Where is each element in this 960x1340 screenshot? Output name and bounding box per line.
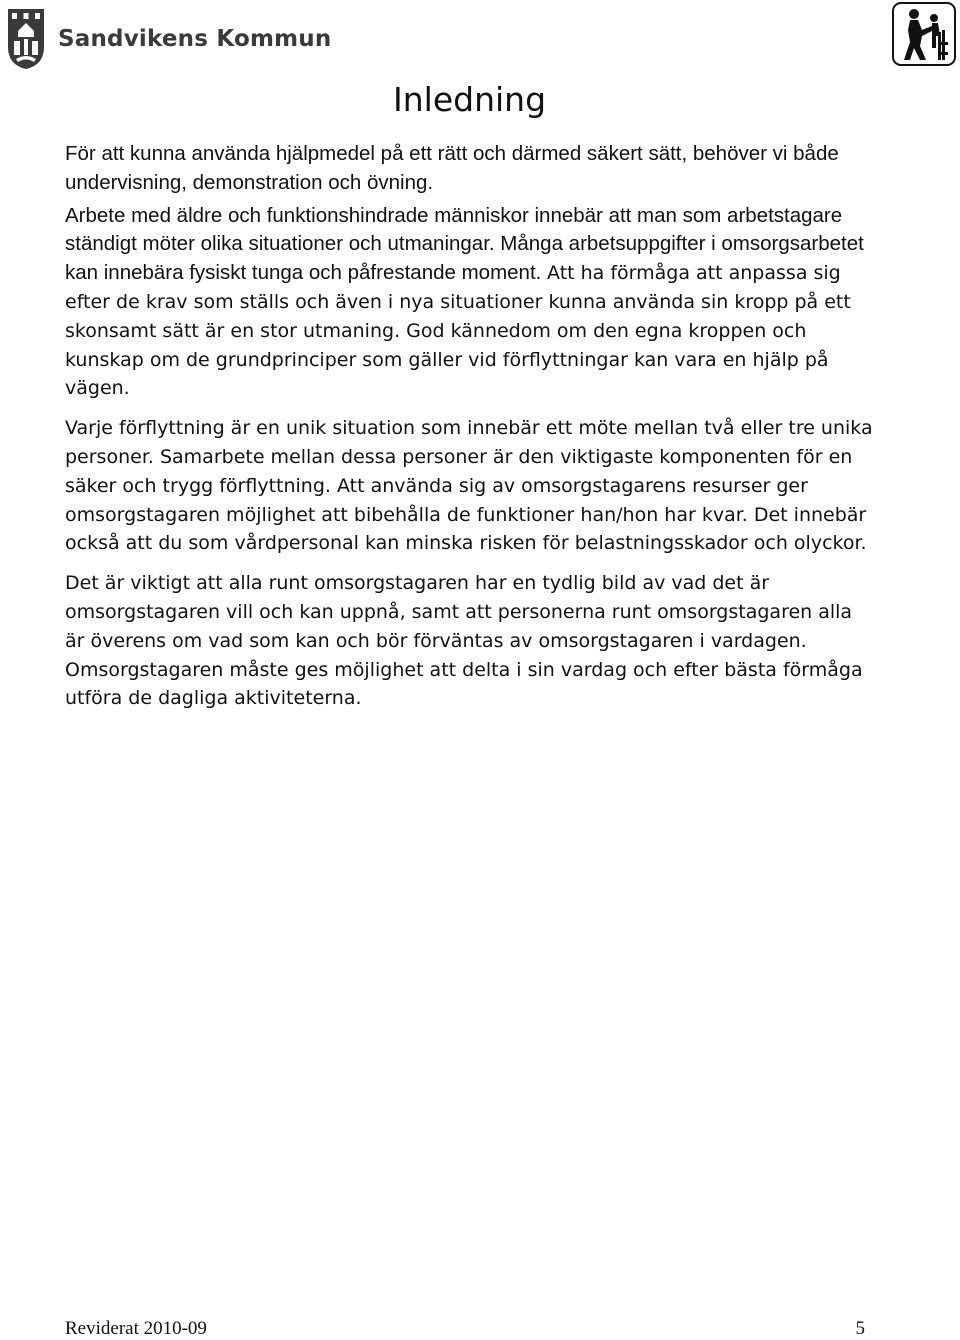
paragraph-goals: Det är viktigt att alla runt omsorgstagaren har en tydlig bild av vad det är omsorgstagaren vill och kan uppnå, samt att personerna runt omsorgstagaren alla är överens om vad som kan och bör förväntas av omsorgstagaren i vardagen. Omsorgstagaren måste ges möjlighet att delta i sin vardag och efter bästa förmåga utföra de dagliga aktiviteterna. bbox=[65, 572, 863, 710]
paragraph-work-part3: Att ha förmåga att anpassa sig efter de krav som ställs och även i nya situationer kunna använda sin kropp på ett skonsamt sätt är en stor utmaning. God kännedom om den egna kroppen och kunskap om de grundprinciper som gäller vid förflyttningar kan vara en hjälp på vägen. bbox=[65, 262, 851, 400]
body-text bbox=[65, 140, 875, 713]
organization-name: Sandvikens Kommun bbox=[58, 26, 332, 52]
header-logo bbox=[6, 4, 332, 74]
page-title: Inledning bbox=[393, 80, 547, 119]
paragraph-work-part2: Många arbetsuppgifter i omsorgsarbetet kan innebära fysiskt tunga och påfrestande moment. bbox=[65, 232, 864, 285]
coat-of-arms-icon bbox=[6, 7, 46, 71]
page-number: 5 bbox=[855, 1318, 865, 1339]
revision-date: Reviderat 2010-09 bbox=[65, 1318, 207, 1339]
paragraph-work-part1: Arbete med äldre och funktionshindrade människor innebär att man som arbetstagare ständigt möter olika situationer och utmaningar. bbox=[65, 203, 843, 256]
paragraph-transfer: Varje förflyttning är en unik situation som innebär ett möte mellan två eller tre unika personer. Samarbete mellan dessa personer är den viktigaste komponenten för en säker och trygg förflyttning. Att använda sig av omsorgstagarens resurser ger omsorgstagaren möjlighet att bibehålla de funktioner han/hon har kvar. Det innebär också att du som vårdpersonal kan minska risken för belastningsskador och olyckor. bbox=[65, 417, 873, 555]
page-footer bbox=[65, 1318, 865, 1340]
paragraph-work bbox=[65, 202, 875, 404]
caregiver-assisting-person-icon bbox=[892, 2, 956, 66]
paragraph-intro: För att kunna använda hjälpmedel på ett rätt och därmed säkert sätt, behöver vi både undervisning, demonstration och övning. bbox=[65, 142, 839, 194]
